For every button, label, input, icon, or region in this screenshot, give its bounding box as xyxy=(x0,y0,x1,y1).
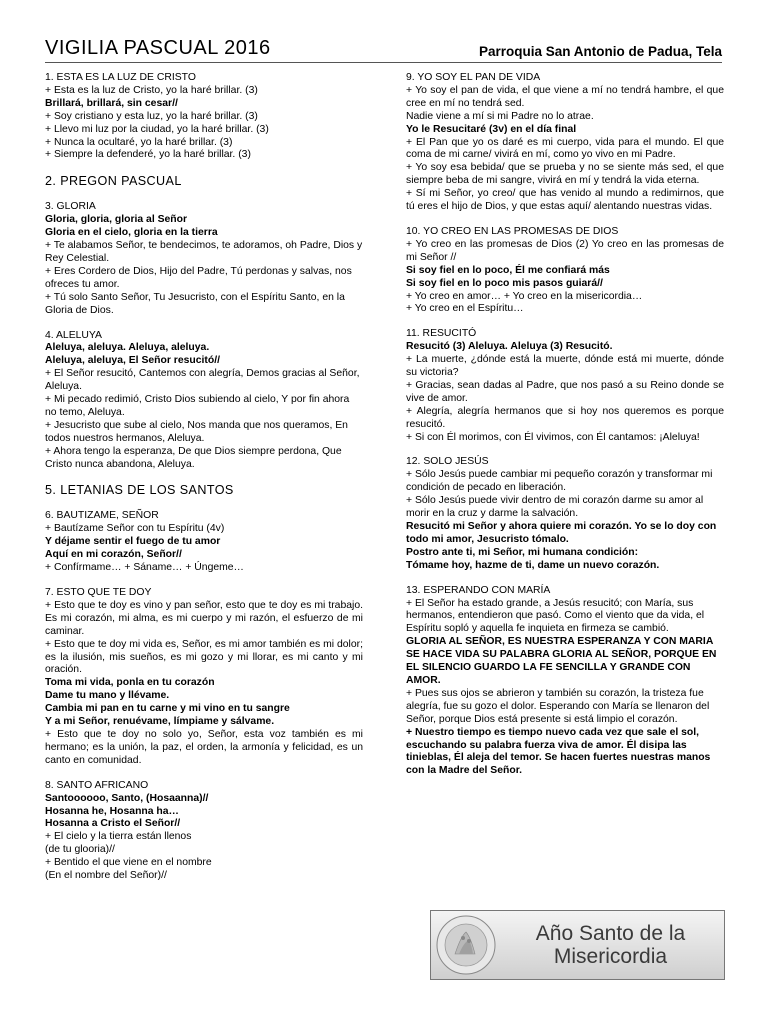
song-chorus-line: Aleluya, aleluya, El Señor resucitó// xyxy=(45,355,220,367)
song-section xyxy=(406,456,724,572)
song-title: 8. SANTO AFRICANO xyxy=(45,779,149,791)
song-verse-line: + Jesucristo que sube al cielo, Nos manda que nos queramos, En todos nuestros hermanos, Aleluya. xyxy=(45,419,348,444)
song-section xyxy=(45,174,363,189)
song-title: 11. RESUCITÓ xyxy=(406,328,477,340)
song-verse-line: Nadie viene a mí si mi Padre no lo atrae. xyxy=(406,110,594,122)
song-chorus-line: Brillará, brillará, sin cesar// xyxy=(45,97,178,109)
song-chorus-line: Y déjame sentir el fuego de tu amor xyxy=(45,536,221,548)
song-verse-line: + El cielo y la tierra están llenos xyxy=(45,831,192,843)
song-chorus-line: Si soy fiel en lo poco mis pasos guiará// xyxy=(406,277,603,289)
song-section xyxy=(45,587,363,768)
song-verse-line: + El Señor ha estado grande, a Jesús resucitó; con María, sus hermanos, entendieron que pasó. Como el viento que da vida, el Espíritu sopló y aquella fe inquieta en firmeza se cambió. xyxy=(406,597,705,635)
song-verse-line: + Pues sus ojos se abrieron y también su corazón, la tristeza fue alegría, fue su gozo el dolor. Esperando con María se llenaron del Señor, porque Dios está presente si está limpio el corazón. xyxy=(406,687,710,725)
song-verse-line: + Yo soy esa bebida/ que se prueba y no se siente más sed, el que siempre beba de mi sangre, vivirá en mí y tendrá la vida eterna. xyxy=(406,162,724,187)
song-verse-line: + El Señor resucitó, Cantemos con alegría, Demos gracias al Señor, Aleluya. xyxy=(45,368,360,393)
song-chorus-line: Dame tu mano y llévame. xyxy=(45,690,170,702)
song-chorus-line: GLORIA AL SEÑOR, ES NUESTRA ESPERANZA Y CON MARIA SE HACE VIDA SU PALABRA GLORIA AL SEÑOR, PORQUE EN EL SILENCIO GUARDO LA FE SENCILLA Y GRANDE CON AMOR. xyxy=(406,636,717,686)
song-verse-line: + Soy cristiano y esta luz, yo la haré brillar. (3) xyxy=(45,110,258,122)
song-verse-line: + Si con Él morimos, con Él vivimos, con Él cantamos: ¡Aleluya! xyxy=(406,431,700,443)
song-verse-line: + Esto que te doy no solo yo, Señor, esta voz también es mi hermano; es la unión, la paz, el orden, la armonía y felicidad, es un canto en comunidad. xyxy=(45,728,363,766)
song-verse-line: + Nunca la ocultaré, yo la haré brillar. (3) xyxy=(45,136,233,148)
song-verse-line: + Bentido el que viene en el nombre xyxy=(45,857,212,869)
song-verse-line: + Esto que te doy mi vida es, Señor, es mi amor también es mi dolor; es la ilusión, mis sueños, es mi gozo y mi llorar, es mi canto y mi oración. xyxy=(45,638,363,676)
song-chorus-line: Resucitó mi Señor y ahora quiere mi corazón. Yo se lo doy con todo mi amor, Jesucristo tómalo. xyxy=(406,521,717,545)
song-verse-line: (de tu glooria)// xyxy=(45,844,115,856)
song-chorus-line: Tómame hoy, hazme de ti, dame un nuevo corazón. xyxy=(406,559,660,571)
song-chorus-line: Toma mi vida, ponla en tu corazón xyxy=(45,677,215,689)
song-title: 1. ESTA ES LA LUZ DE CRISTO xyxy=(45,72,196,83)
song-title: 10. YO CREO EN LAS PROMESAS DE DIOS xyxy=(406,225,619,237)
logo-text-line-2: Misericordia xyxy=(553,945,668,968)
song-chorus-line: Aquí en mi corazón, Señor// xyxy=(45,549,182,561)
song-section xyxy=(45,483,363,498)
song-verse-line: + Ahora tengo la esperanza, De que Dios siempre perdona, Que Cristo nunca abandona, Aleluya. xyxy=(45,445,342,470)
song-chorus-line: + Nuestro tiempo es tiempo nuevo cada vez que sale el sol, escuchando su palabra fuerza viva de amor. Él disipa las tinieblas, Él aleja del temor. Se hacen fuertes nuestras manos con la Madre del Señor. xyxy=(406,726,711,777)
song-chorus-line: Si soy fiel en lo poco, Él me confiará más xyxy=(406,264,610,276)
song-section xyxy=(406,585,724,779)
song-verse-line: + Sí mi Señor, yo creo/ que has venido al mundo a redimirnos, que tú eres el hijo de Dios, y que estas aquí/ alentando nuestras vidas. xyxy=(406,188,724,213)
song-chorus-line: Cambia mi pan en tu carne y mi vino en tu sangre xyxy=(45,703,290,715)
song-section xyxy=(45,780,363,883)
song-chorus-line: Resucitó (3) Aleluya. Aleluya (3) Resucitó. xyxy=(406,341,613,353)
song-verse-line: + La muerte, ¿dónde está la muerte, dónde está mi muerte, dónde su victoria? xyxy=(406,354,724,379)
song-chorus-line: Gloria, gloria, gloria al Señor xyxy=(45,214,188,226)
song-chorus-line: Yo le Resucitaré (3v) en el día final xyxy=(406,123,577,135)
jubilee-seal-icon xyxy=(435,914,497,976)
song-verse-line: + Gracias, sean dadas al Padre, que nos pasó a su Reino donde se vive de amor. xyxy=(406,379,724,404)
song-title: 4. ALELUYA xyxy=(45,329,102,341)
song-verse-line: + Mi pecado redimió, Cristo Dios subiendo al cielo, Y por fin ahora no temo, Aleluya. xyxy=(45,394,350,418)
jubilee-logo-banner xyxy=(430,910,725,980)
song-chorus-line: Gloria en el cielo, gloria en la tierra xyxy=(45,227,218,239)
song-title: 6. BAUTIZAME, SEÑOR xyxy=(45,510,159,522)
song-verse-line: (En el nombre del Señor)// xyxy=(45,870,167,882)
song-chorus-line: Santoooooo, Santo, (Hosaanna)// xyxy=(45,792,209,804)
song-verse-line: + Sólo Jesús puede cambiar mi pequeño corazón y transformar mi condición de pecado en liberación. xyxy=(406,469,713,494)
song-verse-line: + Sólo Jesús puede vivir dentro de mi corazón darme su amor al morir en la cruz y darme la salvación. xyxy=(406,495,704,520)
song-verse-line: + Yo creo en amor… + Yo creo en la misericordia… xyxy=(406,290,643,302)
song-verse-line: + Eres Cordero de Dios, Hijo del Padre, Tú perdonas y salvas, nos ofreces tu amor. xyxy=(45,265,352,290)
song-verse-line: + Esto que te doy es vino y pan señor, esto que te doy es mi trabajo. Es mi corazón, mi alma, es mi cuerpo y mi razón, el esfuerzo de mi caminar. xyxy=(45,599,363,637)
parish-name: Parroquia San Antonio de Padua, Tela xyxy=(478,44,722,59)
song-section xyxy=(406,328,724,444)
page-title: VIGILIA PASCUAL 2016 xyxy=(45,37,271,59)
song-chorus-line: Aleluya, aleluya. Aleluya, aleluya. xyxy=(45,342,210,354)
song-verse-line: + Confírmame… + Sáname… + Úngeme… xyxy=(45,562,244,574)
song-verse-line: + Yo soy el pan de vida, el que viene a mí no tendrá hambre, el que cree en mí no tendrá sed. xyxy=(406,84,724,109)
song-verse-line: + Yo creo en las promesas de Dios (2) Yo creo en las promesas de mi Señor // xyxy=(406,238,724,263)
left-column xyxy=(45,72,363,895)
song-section xyxy=(406,226,724,316)
logo-text xyxy=(497,922,724,968)
song-verse-line: + Tú solo Santo Señor, Tu Jesucristo, con el Espíritu Santo, en la Gloria de Dios. xyxy=(45,291,345,316)
song-verse-line: + Siempre la defenderé, yo la haré brillar. (3) xyxy=(45,149,251,161)
song-section xyxy=(406,72,724,214)
song-verse-line: + Yo creo en el Espíritu… xyxy=(406,303,524,315)
right-column xyxy=(406,72,724,790)
song-verse-line: + El Pan que yo os daré es mi cuerpo, vida para el mundo. El que coma de mi carne/ vivirá en mí, como yo vivo en mi Padre. xyxy=(406,136,724,161)
song-section xyxy=(45,201,363,317)
song-chorus-line: Hosanna he, Hosanna ha… xyxy=(45,805,179,817)
song-title: 7. ESTO QUE TE DOY xyxy=(45,587,152,598)
song-chorus-line: Y a mi Señor, renuévame, límpiame y sálvame. xyxy=(45,716,275,728)
song-title: 5. LETANIAS DE LOS SANTOS xyxy=(45,483,234,498)
song-chorus-line: Hosanna a Cristo el Señor// xyxy=(45,818,181,830)
song-verse-line: + Alegría, alegría hermanos que si hoy nos queremos es porque resucitó. xyxy=(406,405,724,430)
song-section xyxy=(45,72,363,162)
song-verse-line: + Bautízame Señor con tu Espíritu (4v) xyxy=(45,523,225,535)
song-verse-line: + Te alabamos Señor, te bendecimos, te adoramos, oh Padre, Dios y Rey Celestial. xyxy=(45,240,363,264)
song-section xyxy=(45,510,363,575)
song-title: 13. ESPERANDO CON MARÍA xyxy=(406,584,551,596)
logo-text-line-1: Año Santo de la xyxy=(535,922,686,945)
song-title: 3. GLORIA xyxy=(45,201,96,213)
song-chorus-line: Postro ante ti, mi Señor, mi humana condición: xyxy=(406,546,639,558)
song-section xyxy=(45,330,363,472)
song-verse-line: + Esta es la luz de Cristo, yo la haré brillar. (3) xyxy=(45,84,258,96)
song-title: 2. PREGON PASCUAL xyxy=(45,174,182,189)
song-verse-line: + Llevo mi luz por la ciudad, yo la haré brillar. (3) xyxy=(45,123,269,135)
song-title: 9. YO SOY EL PAN DE VIDA xyxy=(406,72,541,83)
song-title: 12. SOLO JESÚS xyxy=(406,456,489,468)
page-header xyxy=(45,36,722,63)
